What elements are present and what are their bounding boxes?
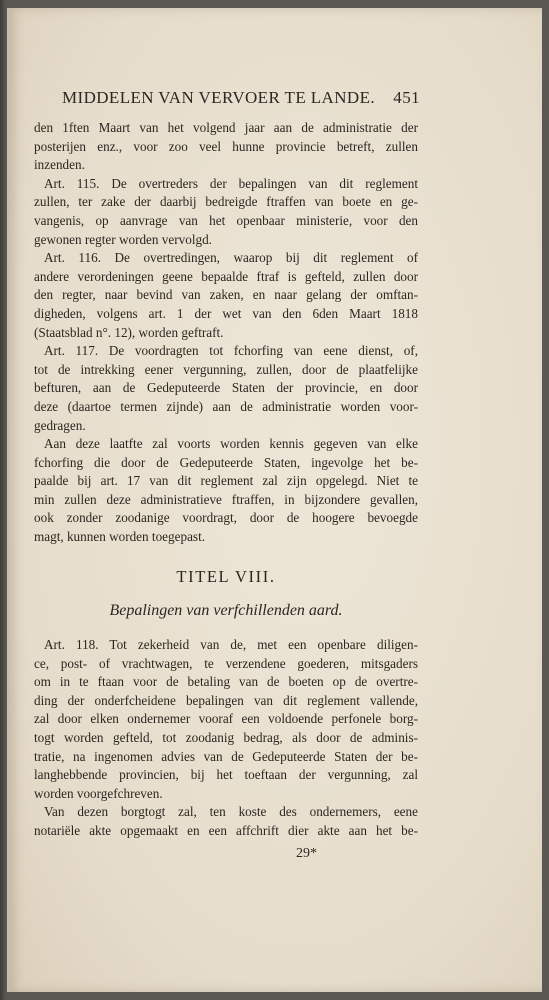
- text-line: min zullen deze administratieve ftraffen, in bijzondere gevallen,: [34, 491, 418, 507]
- text-line: Van dezen borgtogt zal, ten koste des ondernemers, eene: [44, 804, 418, 820]
- body-text-block-2: [34, 636, 418, 841]
- text-line: vangenis, op aanvrage van het openbaar ministerie, voor den: [34, 212, 418, 228]
- text-line: gedragen.: [34, 417, 86, 433]
- text-line: zullen, ter zake der daarbij bedreigde ftraffen van boete en ge-: [34, 194, 418, 210]
- body-text-block-1: [34, 119, 418, 547]
- page-number: 451: [393, 88, 420, 107]
- running-head: [62, 88, 420, 110]
- text-line: ook zonder zoodanige voordragt, door de hoogere bevoegde: [34, 510, 418, 526]
- text-line: den regter, naar bevind van zaken, en naar gelang der omftan-: [34, 287, 418, 303]
- text-line: worden voorgefchreven.: [34, 785, 163, 801]
- text-line: deze (daartoe termen zijnde) aan de administratie worden voor-: [34, 398, 418, 414]
- chapter-title: TITEL VIII.: [176, 567, 276, 586]
- text-line: (Staatsblad n°. 12), worden geftraft.: [34, 324, 224, 340]
- text-line: tratie, na ingenomen advies van de Gedeputeerde Staten der be-: [34, 748, 418, 764]
- text-line: tot de intrekking eener vergunning, zullen, door de plaatfelijke: [34, 361, 418, 377]
- text-line: fchorfing die door de Gedeputeerde Staten, ingevolge het be-: [34, 454, 418, 470]
- text-line: magt, kunnen worden toegepast.: [34, 529, 206, 545]
- text-line: den 1ften Maart van het volgend jaar aan de administratie der: [34, 120, 418, 135]
- text-line: Aan deze laatfte zal voorts worden kennis gegeven van elke: [44, 436, 418, 452]
- text-line: togt worden gefteld, tot zoodanig bedrag, als door de adminis-: [34, 729, 418, 745]
- text-line: posterijen enz., voor zoo veel hunne provincie betreft, zullen: [34, 138, 418, 154]
- chapter-subtitle: Bepalingen van verfchillenden aard.: [109, 602, 343, 619]
- text-line: digheden, volgens art. 1 der wet van den 6den Maart 1818: [34, 305, 418, 321]
- text-line: andere verordeningen geene bepaalde ftraf is gefteld, zullen door: [34, 268, 418, 284]
- text-line: ce, post- of vrachtwagen, te verzendene goederen, mitsgaders: [34, 655, 418, 671]
- signature-mark: 29*: [296, 846, 317, 861]
- text-line: om in te ftaan voor de betaling van de boeten op de overtre-: [34, 674, 418, 690]
- text-line: inzenden.: [34, 157, 85, 173]
- text-line: Art. 118. Tot zekerheid van de, met een openbare diligen-: [44, 637, 418, 652]
- text-line: langhebbende provincien, bij het toeftaan der vergunning, zal: [34, 767, 418, 783]
- text-line: paalde bij art. 17 van dit reglement zal zijn opgelegd. Niet te: [34, 473, 418, 489]
- text-line: Art. 116. De overtredingen, waarop bij dit reglement of: [44, 250, 418, 266]
- text-line: befturen, aan de Gedeputeerde Staten der provincie, en door: [34, 380, 418, 396]
- running-title: MIDDELEN VAN VERVOER TE LANDE.: [62, 88, 376, 107]
- text-line: zal door elken ondernemer vooraf een voldoende perfonele borg-: [34, 711, 418, 727]
- text-line: Art. 117. De voordragten tot fchorfing van eene dienst, of,: [44, 343, 418, 359]
- text-line: Art. 115. De overtreders der bepalingen van dit reglement: [44, 175, 418, 191]
- text-line: notariële akte opgemaakt en een affchrift dier akte aan het be-: [34, 822, 418, 838]
- text-line: gewonen regter worden vervolgd.: [34, 231, 212, 247]
- text-line: ding der onderfcheidene bepalingen van dit reglement vallende,: [34, 692, 418, 708]
